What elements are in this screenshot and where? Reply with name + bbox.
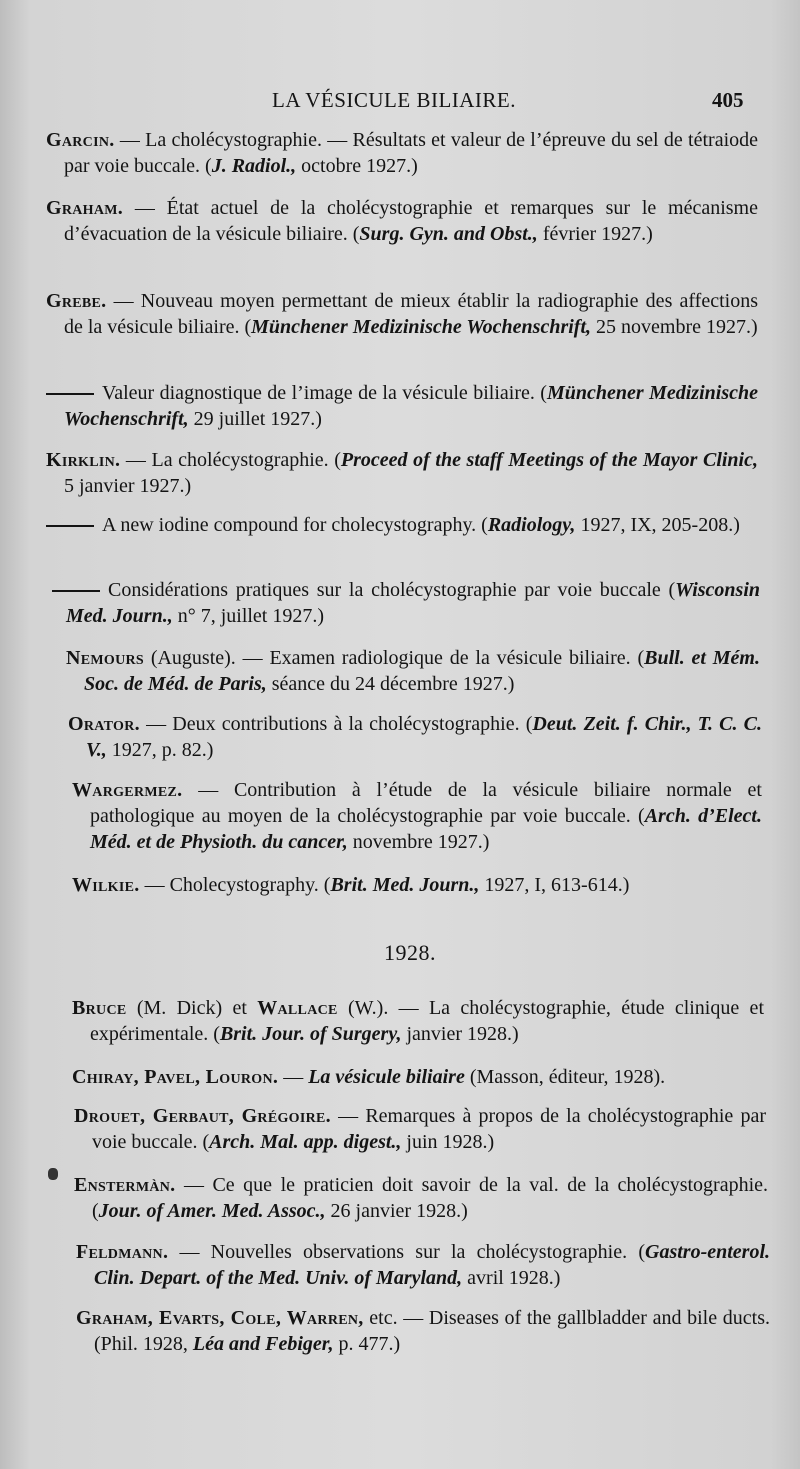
entry-text: etc. — Diseases of the gallbladder and bile ducts. (Phil. 1928, <box>94 1307 770 1355</box>
page-header <box>0 84 800 118</box>
bibliography-entry <box>76 1305 770 1357</box>
entry-source: Arch. d’Elect. Méd. et de Physioth. du cancer, <box>90 805 762 853</box>
entry-text: — <box>278 1066 309 1088</box>
entry-source: Wisconsin Med. Journ., <box>66 579 760 627</box>
entry-author: Wilkie. <box>72 874 140 896</box>
entry-tail: 5 janvier 1927.) <box>64 475 192 497</box>
bibliography-entry <box>72 1064 764 1090</box>
entry-author: Chiray, Pavel, Louron. <box>72 1066 279 1088</box>
entry-author: Bruce <box>72 997 127 1019</box>
entry-tail: octobre 1927.) <box>296 155 418 177</box>
entry-tail: 25 novembre 1927.) <box>591 316 758 338</box>
bibliography-entry <box>72 995 764 1047</box>
entry-author-second: Wallace <box>257 997 338 1019</box>
entry-author: Grebe. <box>46 290 107 312</box>
entry-text: Considérations pratiques sur la cholécystographie par voie buccale ( <box>108 579 676 601</box>
entry-author: Wargermez. <box>72 779 183 801</box>
entry-text: — Remarques à propos de la cholécystographie par voie buccale. ( <box>92 1105 766 1153</box>
entry-text: (M. Dick) et <box>126 997 258 1019</box>
ditto-dash <box>46 393 94 395</box>
bibliography-entry <box>46 447 758 499</box>
entry-tail: 26 janvier 1928.) <box>325 1200 468 1222</box>
entry-source: J. Radiol., <box>211 155 297 177</box>
entry-source: Gastro-enterol. Clin. Depart. of the Med. Univ. of Maryland, <box>94 1241 770 1289</box>
entry-author: Graham. <box>46 197 124 219</box>
entry-text: — Deux contributions à la cholécystographie. ( <box>139 713 533 735</box>
entry-tail: 1927, IX, 205-208.) <box>575 514 740 536</box>
entry-source: Brit. Jour. of Surgery, <box>219 1023 402 1045</box>
bibliography-entry <box>66 645 760 697</box>
entry-tail: (Masson, éditeur, 1928). <box>464 1066 666 1088</box>
entry-author: Drouet, Gerbaut, Grégoire. <box>74 1105 331 1127</box>
entry-text: Valeur diagnostique de l’image de la vésicule biliaire. ( <box>102 382 547 404</box>
entry-source: Münchener Medizinische Wochenschrift, <box>251 316 592 338</box>
entry-tail: séance du 24 décembre 1927.) <box>266 673 515 695</box>
entry-source: Brit. Med. Journ., <box>330 874 480 896</box>
entry-source: Proceed of the staff Meetings of the Mayor Clinic, <box>340 449 758 471</box>
entry-source: Jour. of Amer. Med. Assoc., <box>98 1200 326 1222</box>
entry-text: — Ce que le praticien doit savoir de la val. de la cholécystographie. ( <box>92 1174 768 1222</box>
entry-tail: 1927, p. 82.) <box>106 739 214 761</box>
entry-author: Orator. <box>68 713 140 735</box>
entry-text: — La cholécystographie. — Résultats et valeur de l’épreuve du sel de tétraiode par voie buccale. ( <box>64 129 758 177</box>
entry-author: Kirklin. <box>46 449 121 471</box>
entry-author: Nemours <box>66 647 144 669</box>
bibliography-entry <box>72 777 762 855</box>
entry-text-second: (W.). — La cholécystographie, étude clinique et expérimentale. ( <box>90 997 764 1045</box>
entry-text: — Nouveau moyen permettant de mieux établir la radiographie des affections de la vésicule biliaire. ( <box>64 290 758 338</box>
entry-text: — Contribution à l’étude de la vésicule biliaire normale et pathologique au moyen de la cholécystographie par voie buccale. ( <box>90 779 762 827</box>
entry-source: Léa and Febiger, <box>192 1333 334 1355</box>
entry-author: Enstermàn. <box>74 1174 176 1196</box>
entry-tail: 1927, I, 613-614.) <box>479 874 630 896</box>
bibliography-entry <box>46 288 758 340</box>
year-heading: 1928. <box>384 940 436 965</box>
bibliography-entry <box>46 380 758 432</box>
bibliography-entry <box>46 512 758 538</box>
entry-tail: juin 1928.) <box>401 1131 495 1153</box>
entry-tail: n° 7, juillet 1927.) <box>172 605 325 627</box>
entry-text: — Nouvelles observations sur la cholécystographie. ( <box>168 1241 645 1263</box>
entry-source: Radiology, <box>487 514 576 536</box>
entry-author: Garcin. <box>46 129 115 151</box>
entry-source: Bull. et Mém. Soc. de Méd. de Paris, <box>84 647 760 695</box>
entry-text: (Auguste). — Examen radiologique de la vésicule biliaire. ( <box>144 647 645 669</box>
ditto-dash <box>52 590 100 592</box>
bibliography-entry <box>76 1239 770 1291</box>
entry-tail: p. 477.) <box>333 1333 401 1355</box>
entry-tail: février 1927.) <box>537 223 653 245</box>
entry-author: Feldmann. <box>76 1241 169 1263</box>
entry-text: — État actuel de la cholécystographie et remarques sur le mécanisme d’évacuation de la vésicule biliaire. ( <box>64 197 758 245</box>
bibliography-entry <box>74 1103 766 1155</box>
bibliography-entry <box>52 577 760 629</box>
entry-source: Deut. Zeit. f. Chir., T. C. C. V., <box>86 713 762 761</box>
entry-source: Surg. Gyn. and Obst., <box>359 223 538 245</box>
entry-source: Arch. Mal. app. digest., <box>209 1131 402 1153</box>
page-number: 405 <box>712 88 744 112</box>
bibliography-entry <box>72 872 762 898</box>
bibliography-entry <box>46 127 758 179</box>
ditto-dash <box>46 525 94 527</box>
entry-source: Münchener Medizinische Wochenschrift, <box>64 382 758 430</box>
running-title: LA VÉSICULE BILIAIRE. <box>272 88 517 112</box>
entry-tail: avril 1928.) <box>462 1267 561 1289</box>
entry-tail: novembre 1927.) <box>347 831 490 853</box>
entry-text: — La cholécystographie. ( <box>120 449 341 471</box>
ink-speck <box>48 1168 58 1180</box>
entry-tail: janvier 1928.) <box>401 1023 519 1045</box>
entry-author: Graham, Evarts, Cole, Warren, <box>76 1307 364 1329</box>
bibliography-entry <box>74 1172 768 1224</box>
entry-tail: 29 juillet 1927.) <box>188 408 322 430</box>
entry-text: — Cholecystography. ( <box>139 874 331 896</box>
bibliography-entry <box>68 711 762 763</box>
entry-source: La vésicule biliaire <box>308 1066 465 1088</box>
bibliography-entry <box>46 195 758 247</box>
entry-text: A new iodine compound for cholecystography. ( <box>102 514 488 536</box>
